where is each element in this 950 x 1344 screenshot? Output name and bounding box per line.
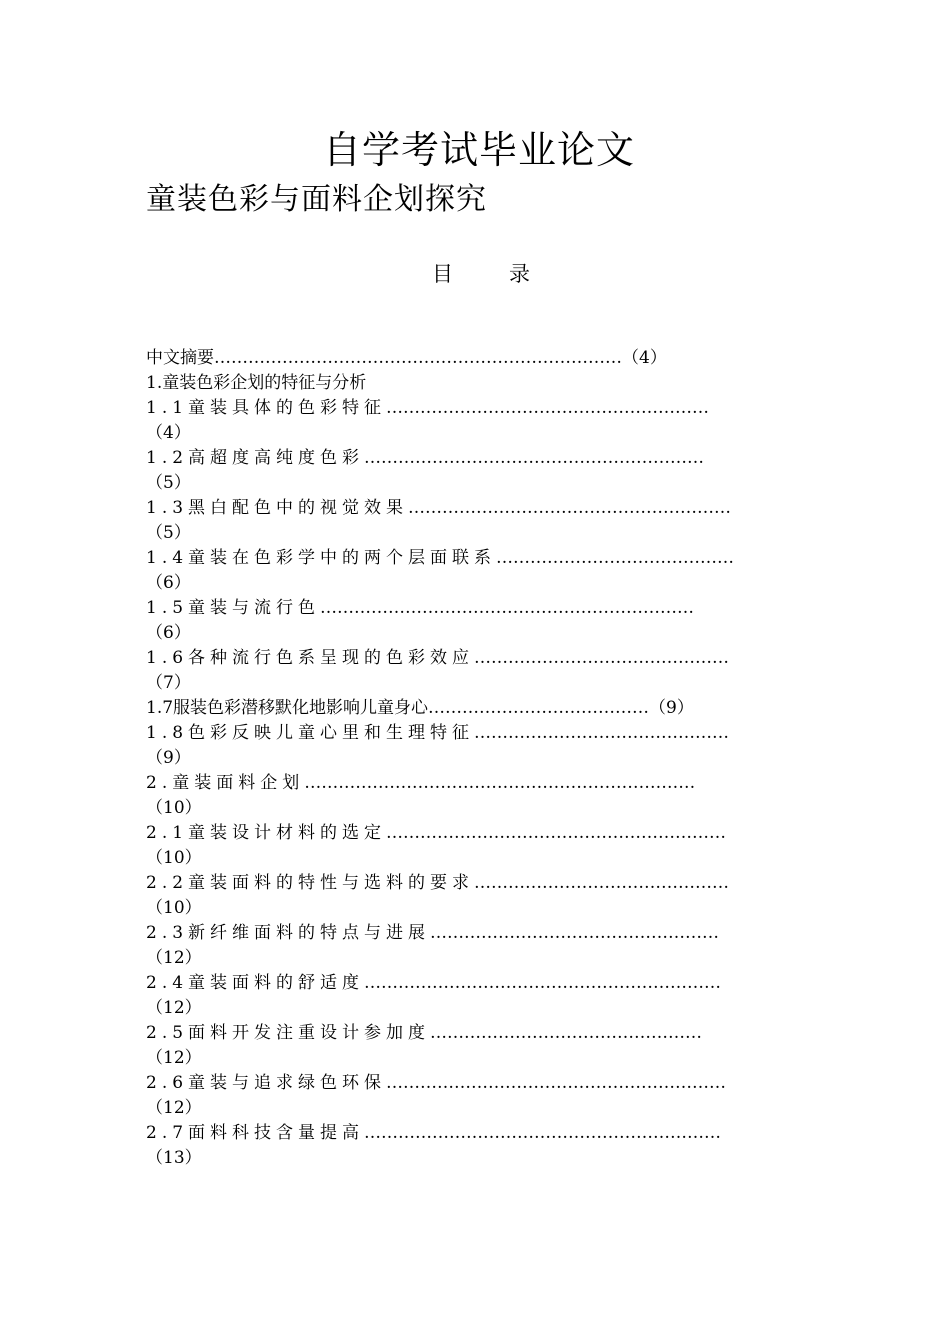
toc-entry-leader-dots: ……………………………………… [474,873,730,893]
toc-heading-left: 目 [432,262,453,286]
toc-entry [146,696,814,721]
toc-entry-label: 1.6各种流行色系呈现的色彩效应 [146,648,475,668]
toc-entry-line [146,646,814,671]
toc-entry-label: 1.3黑白配色中的视觉效果 [146,498,409,518]
toc-entry [146,871,814,921]
toc-entry-leader-dots: ………………………………………… [430,1023,703,1043]
toc-entry-label: 1.7服装色彩潜移默化地影响儿童身心 [146,698,429,718]
toc-entry-leader-dots: ………………………………………………… [386,398,710,418]
toc-entry-line [146,471,814,496]
toc-entry [146,971,814,1021]
toc-entry-label: 中文摘要 [146,348,214,368]
toc-entry-leader-dots: ………………………………………………………… [320,598,695,618]
toc-entry [146,371,814,396]
document-subtitle: 童装色彩与面料企划探究 [146,182,487,217]
toc-entry [146,446,814,496]
toc-entry [146,646,814,696]
toc-entry-line [146,721,814,746]
toc-entry-label: 2.6童装与追求绿色环保 [146,1073,387,1093]
toc-entry-leader-dots: …………………………………………………… [386,823,727,843]
toc-entry-page-number: （7） [146,673,191,693]
toc-entry-leader-dots: ……………………………………………………… [364,973,722,993]
toc-entry-line [146,496,814,521]
toc-entry-line [146,1046,814,1071]
table-of-contents [146,346,814,1171]
toc-entry-label: 2.5面料开发注重设计参加度 [146,1023,431,1043]
toc-entry [146,771,814,821]
toc-entry-label: 1.5童装与流行色 [146,598,321,618]
toc-entry-line [146,921,814,946]
toc-entry-label: 2.4童装面料的舒适度 [146,973,365,993]
toc-entry [146,1071,814,1121]
toc-entry-leader-dots: …………………………………… [496,548,735,568]
toc-entry-page-number: （12） [146,1048,202,1068]
toc-entry-line [146,1021,814,1046]
toc-entry-line [146,346,814,371]
toc-entry-page-number: （5） [146,523,191,543]
toc-entry-page-number: （13） [146,1148,202,1168]
toc-entry-page-number: （12） [146,998,202,1018]
toc-entry-line [146,896,814,921]
toc-entry-line [146,1121,814,1146]
toc-entry-leader-dots: ………………………………………………… [408,498,732,518]
toc-entry-line [146,371,814,396]
toc-entry-page-number: （10） [146,898,202,918]
toc-entry-label: 2.1童装设计材料的选定 [146,823,387,843]
toc-entry-line [146,771,814,796]
toc-entry-label: 2.2童装面料的特性与选料的要求 [146,873,475,893]
toc-entry-label: 2.3新纤维面料的特点与进展 [146,923,431,943]
toc-entry-line [146,846,814,871]
toc-entry-label: 1.童装色彩企划的特征与分析 [146,373,367,393]
toc-entry-line [146,821,814,846]
toc-entry-line [146,871,814,896]
toc-entry [146,821,814,871]
document-main-title: 自学考试毕业论文 [322,128,635,172]
toc-entry-label: 1.4童装在色彩学中的两个层面联系 [146,548,497,568]
toc-entry [146,921,814,971]
toc-entry [146,1121,814,1171]
toc-entry [146,346,814,371]
toc-entry-line [146,996,814,1021]
toc-entry-page-number: （12） [146,1098,202,1118]
toc-entry-line [146,971,814,996]
toc-entry-page-number: （5） [146,473,191,493]
toc-entry-page-number: （12） [146,948,202,968]
toc-entry [146,396,814,446]
toc-entry-line [146,446,814,471]
toc-entry-page-number: （6） [146,573,191,593]
toc-entry-leader-dots: ……………………………………………………………… [214,348,622,368]
toc-entry-page-number: （10） [146,848,202,868]
toc-entry-label: 2.童装面料企划 [146,773,305,793]
toc-heading [432,258,530,290]
toc-entry-line [146,596,814,621]
toc-entry-page-number: （6） [146,623,191,643]
toc-entry-label: 2.7面料科技含量提高 [146,1123,365,1143]
toc-entry-line [146,1096,814,1121]
toc-heading-right: 录 [509,262,530,286]
toc-entry [146,721,814,771]
toc-entry-page-number: （10） [146,798,202,818]
toc-entry-page-number: （4） [146,423,191,443]
toc-entry-line [146,946,814,971]
toc-entry-leader-dots: ……………………………………… [474,648,730,668]
toc-entry-label: 1.1童装具体的色彩特征 [146,398,387,418]
toc-entry-page-number: （9） [146,748,191,768]
toc-entry-line [146,1071,814,1096]
toc-entry-label: 1.8色彩反映儿童心里和生理特征 [146,723,475,743]
toc-entry-line [146,1146,814,1171]
toc-entry-leader-dots: ………………………………… [428,698,650,718]
toc-entry [146,1021,814,1071]
toc-entry-leader-dots: ……………………………………………………… [364,1123,722,1143]
toc-entry-line [146,546,814,571]
toc-entry [146,546,814,596]
toc-entry-line [146,796,814,821]
toc-entry-page-number: （4） [622,348,667,368]
toc-entry-line [146,746,814,771]
toc-entry-line [146,621,814,646]
toc-entry-leader-dots: …………………………………………………… [386,1073,727,1093]
toc-entry-line [146,671,814,696]
toc-entry-line [146,396,814,421]
toc-entry-leader-dots: ……………………………………… [474,723,730,743]
toc-entry-line [146,571,814,596]
toc-entry-leader-dots: …………………………………………………… [364,448,705,468]
toc-entry-line [146,696,814,721]
toc-entry-leader-dots: …………………………………………………………… [304,773,696,793]
toc-entry [146,596,814,646]
toc-entry-line [146,421,814,446]
toc-entry-leader-dots: …………………………………………… [430,923,720,943]
toc-entry-label: 1.2高超度高纯度色彩 [146,448,365,468]
toc-entry-page-number: （9） [649,698,694,718]
toc-entry-line [146,521,814,546]
toc-entry [146,496,814,546]
